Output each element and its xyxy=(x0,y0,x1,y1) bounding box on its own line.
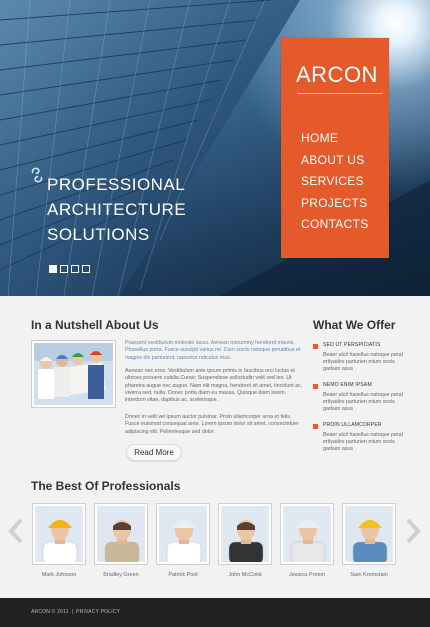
professional-photo xyxy=(156,503,210,565)
professional-card[interactable] xyxy=(156,503,210,578)
professional-card[interactable] xyxy=(342,503,396,578)
footer xyxy=(0,598,430,627)
offer-item-text: Beaer ulcit hasellus natoque peral erityades parturien mium sosis gadsen asus xyxy=(323,432,403,452)
professionals-heading: The Best Of Professionals xyxy=(31,479,181,493)
copyright-text: ARCON © 2011 xyxy=(31,609,69,615)
hero-title-line: ARCHITECTURE xyxy=(47,200,187,219)
professional-name[interactable]: Sam Kromstain xyxy=(350,572,388,578)
offer-item-text: Beaer ulcit hasellus natoque peral erityades parturien mium sosis gadsen asus xyxy=(323,392,403,412)
menu-panel xyxy=(281,38,389,258)
professional-card[interactable] xyxy=(94,503,148,578)
professional-name[interactable]: Mark Johnson xyxy=(41,572,77,578)
logo-divider xyxy=(297,93,383,94)
swirl-icon xyxy=(30,166,44,184)
about-photo xyxy=(31,340,116,408)
professional-card[interactable] xyxy=(32,503,86,578)
nav-item-services[interactable]: SERVICES xyxy=(301,174,364,188)
about-paragraph-1: Aenean nec eros. Vestibulum ante ipsum primis in faucibus orci luctus et ultrices posuere cubilia Curae; Suspendisse sollicitudin velit sed leo. Ut pharetra augue nec augue. Nam elit magna, hendrerit sit amet, tincidunt ac, viverra sed, nulla. Donec porta diam eu massa. Quisque diam lorem, interdum vitae, dapibus ac, scelerisque. xyxy=(125,368,303,404)
main-nav xyxy=(301,128,369,236)
nav-item-contacts[interactable]: CONTACTS xyxy=(301,217,369,231)
about-paragraph-2: Donec in velit vel ipsum auctor pulvinar. Proin ullamcorper urna et felis. Fusce euismod consequat ante. Lorem ipsum dolor sit amet, consectetuer adipiscing elit. Pellentesque sed dolor. xyxy=(125,414,299,435)
site-logo[interactable]: ARCON xyxy=(296,62,378,87)
professional-name[interactable]: Patrick Pool xyxy=(168,572,198,578)
slider-dot-1[interactable] xyxy=(49,265,57,273)
slider-dot-3[interactable] xyxy=(71,265,79,273)
offer-heading: What We Offer xyxy=(313,318,396,332)
carousel-next-icon[interactable] xyxy=(404,518,422,544)
offer-item-text: Beaer ulcit hasellus natoque peral erityades parturien mium sosis gadsen asus xyxy=(323,352,403,372)
hero-title-line: SOLUTIONS xyxy=(47,225,150,244)
footer-separator: | xyxy=(71,609,74,615)
read-more-button[interactable]: Read More xyxy=(126,444,182,461)
about-lead-text: Praesent vestibulum molestie lacus. Aenean nonummy hendrerit mauris. Phasellus porta. Fusce suscipit varius mi. Cum sociis natoque penatibus et magnis dis parturient, nascetur ridiculus mus. xyxy=(125,340,301,361)
footer-copyright xyxy=(31,609,120,615)
privacy-policy-link[interactable]: PRIVACY POLICY xyxy=(76,609,121,615)
professional-photo xyxy=(32,503,86,565)
bullet-icon xyxy=(313,424,318,429)
nav-item-home[interactable]: HOME xyxy=(301,131,339,145)
team-photo-image xyxy=(34,343,113,405)
nav-item-about-us[interactable]: ABOUT US xyxy=(301,152,365,167)
slider-dot-4[interactable] xyxy=(82,265,90,273)
offer-item-title[interactable]: SED UT PERSPICIATIS xyxy=(323,342,381,348)
professional-card[interactable] xyxy=(218,503,272,578)
hero-title xyxy=(47,172,277,247)
professional-photo xyxy=(218,503,272,565)
bullet-icon xyxy=(313,344,318,349)
professional-card[interactable] xyxy=(280,503,334,578)
professional-photo xyxy=(342,503,396,565)
professional-name[interactable]: John McCoist xyxy=(228,572,262,578)
hero-title-line: PROFESSIONAL xyxy=(47,175,186,194)
professional-name[interactable]: Jessica Preton xyxy=(288,572,326,578)
nav-item-projects[interactable]: PROJECTS xyxy=(301,195,368,210)
bullet-icon xyxy=(313,384,318,389)
offer-item-title[interactable]: PROIN ULLAMCORPER xyxy=(323,422,382,428)
professional-photo xyxy=(280,503,334,565)
offer-item-title[interactable]: NEMO ENIM IPSAM xyxy=(323,382,372,388)
professional-photo xyxy=(94,503,148,565)
professional-name[interactable]: Bradley Green xyxy=(103,572,139,578)
hero-banner xyxy=(0,0,430,296)
slider-pagination xyxy=(49,265,90,273)
about-heading: In a Nutshell About Us xyxy=(31,318,159,332)
professionals-carousel xyxy=(32,503,402,588)
main-content xyxy=(0,296,430,598)
carousel-prev-icon[interactable] xyxy=(7,518,25,544)
slider-dot-2[interactable] xyxy=(60,265,68,273)
